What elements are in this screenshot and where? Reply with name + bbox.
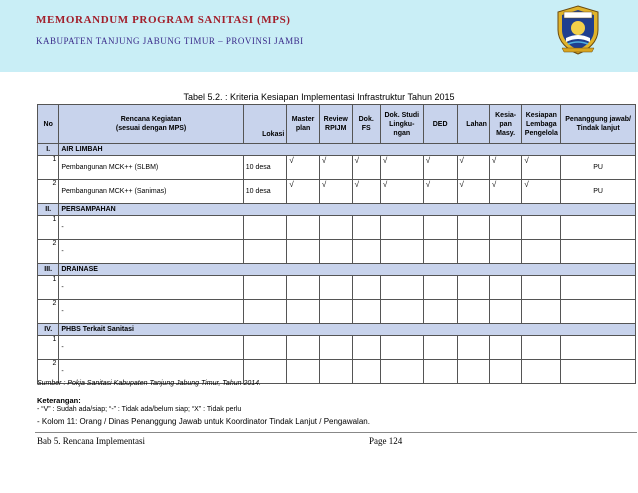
- legend-line: - “V” : Sudah ada/siap; “-” : Tidak ada/belum siap; “X” : Tidak perlu: [37, 406, 242, 413]
- readiness-criteria-table: [37, 104, 636, 384]
- footer-chapter: Bab 5. Rencana Implementasi: [37, 436, 145, 446]
- table-row: 2 Pembangunan MCK++ (Sanimas) 10 desa √ √ √ √ √ √ √ √ PU: [38, 180, 636, 204]
- header-lokasi: Lokasi: [243, 105, 287, 144]
- header-dok-fs: Dok. FS: [352, 105, 380, 144]
- source-note: Sumber : Pokja Sanitasi Kabupaten Tanjung Jabung Timur, Tahun 2014.: [37, 380, 261, 387]
- legend-line: - Kolom 11: Orang / Dinas Penanggung Jawab untuk Koordinator Tindak Lanjut / Pengawalan.: [37, 417, 370, 426]
- table-row: 2 -: [38, 300, 636, 324]
- header-kegiatan: Rencana Kegiatan (sesuai dengan MPS): [59, 105, 243, 144]
- footer-divider: [35, 432, 637, 433]
- header-penanggung-jawab: Penanggung jawab/ Tindak lanjut: [561, 105, 636, 144]
- document-title: MEMORANDUM PROGRAM SANITASI (MPS): [36, 14, 291, 26]
- table-row: 1 -: [38, 276, 636, 300]
- section-row: IV. PHBS Terkait Sanitasi: [38, 324, 636, 336]
- header-master-plan: Master plan: [287, 105, 320, 144]
- table-header-row: [38, 105, 636, 144]
- header-kesiapan-lembaga: Kesiapan Lembaga Pengelola: [522, 105, 561, 144]
- header-no: No: [38, 105, 59, 144]
- header-review-rpijm: Review RPIJM: [319, 105, 352, 144]
- table-row: 1 Pembangunan MCK++ (SLBM) 10 desa √ √ √ √ √ √ √ √ PU: [38, 156, 636, 180]
- legend-title: Keterangan:: [37, 396, 81, 405]
- table-row: 2 -: [38, 360, 636, 384]
- header-lahan: Lahan: [457, 105, 489, 144]
- table-row: 2 -: [38, 240, 636, 264]
- regency-crest-icon: [554, 4, 602, 56]
- document-subtitle: KABUPATEN TANJUNG JABUNG TIMUR – PROVINSI JAMBI: [36, 36, 304, 46]
- table-row: 1 -: [38, 336, 636, 360]
- table-row: 1 -: [38, 216, 636, 240]
- section-row: III. DRAINASE: [38, 264, 636, 276]
- header-kesiapan-masy: Kesia- pan Masy.: [489, 105, 521, 144]
- header-dok-studi: Dok. Studi Lingku-ngan: [380, 105, 423, 144]
- table-caption: Tabel 5.2. : Kriteria Kesiapan Implementasi Infrastruktur Tahun 2015: [183, 92, 455, 102]
- header-ded: DED: [423, 105, 457, 144]
- section-row: I. AIR LIMBAH: [38, 144, 636, 156]
- page-number: Page 124: [369, 436, 403, 446]
- section-row: II. PERSAMPAHAN: [38, 204, 636, 216]
